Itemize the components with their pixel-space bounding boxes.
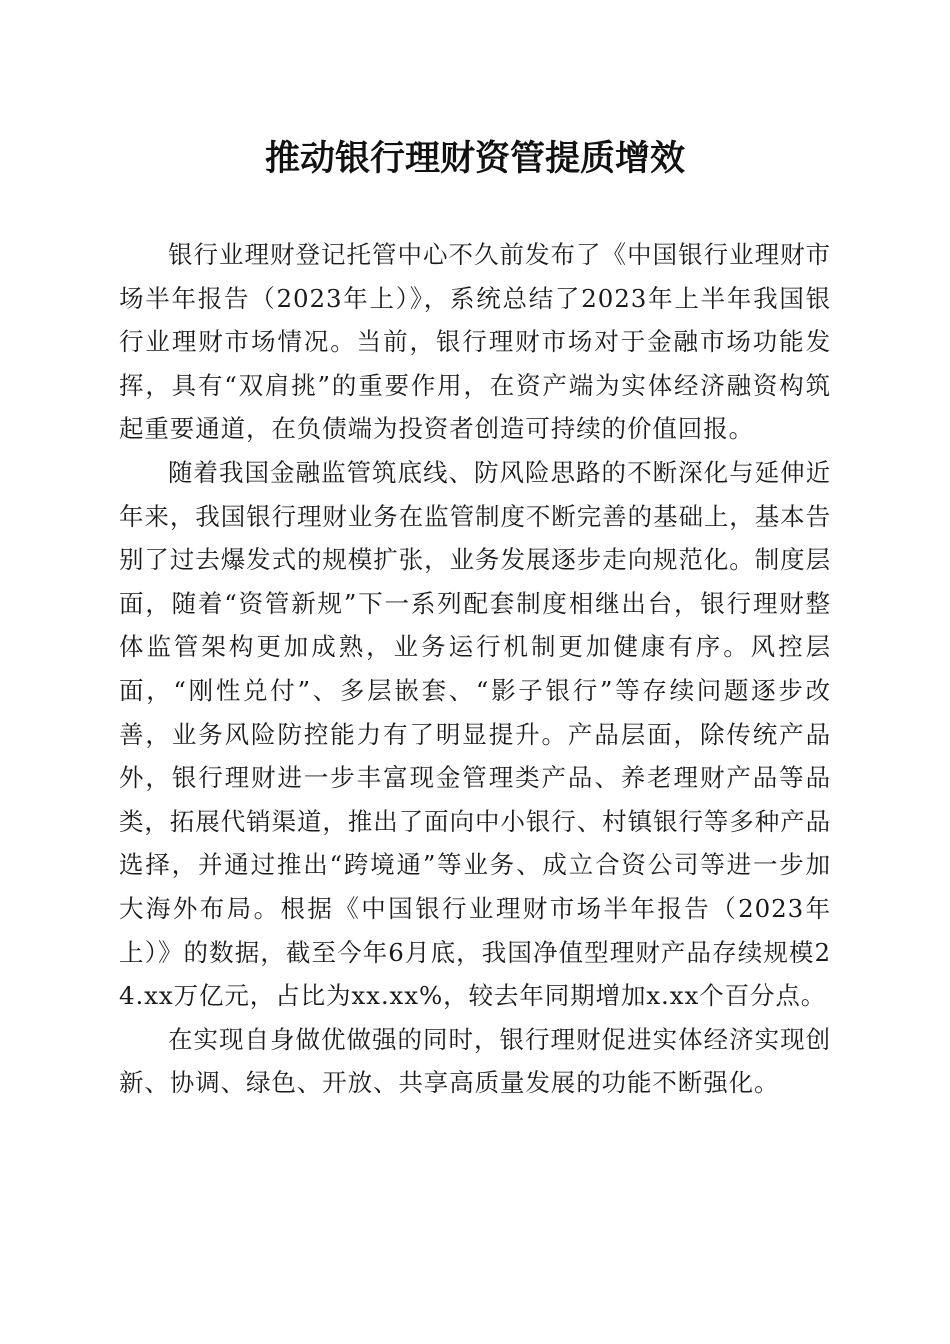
document-title: 推动银行理财资管提质增效 <box>264 138 685 179</box>
paragraph-2: 随着我国金融监管筑底线、防风险思路的不断深化与延伸近年来，我国银行理财业务在监管制度不断完善的基础上，基本告别了过去爆发式的规模扩张，业务发展逐步走向规范化。制度层面，随着“资管新规”下一系列配套制度相继出台，银行理财整体监管架构更加成熟，业务运行机制更加健康有序。风控层面，“刚性兑付”、多层嵌套、“影子银行”等存续问题逐步改善，业务风险防控能力有了明显提升。产品层面，除传统产品外，银行理财进一步丰富现金管理类产品、养老理财产品等品类，拓展代销渠道，推出了面向中小银行、村镇银行等多种产品选择，并通过推出“跨境通”等业务、成立合资公司等进一步加大海外布局。根据《中国银行业理财市场半年报告（2023年上）》的数据，截至今年6月底，我国净值型理财产品存续规模24.xx万亿元，占比为xx.xx%，较去年同期增加x.xx个百分点。 <box>119 457 831 1011</box>
paragraph-3: 在实现自身做优做强的同时，银行理财促进实体经济实现创新、协调、绿色、开放、共享高质量发展的功能不断强化。 <box>119 1024 831 1098</box>
document-body <box>119 233 831 1105</box>
paragraph-1: 银行业理财登记托管中心不久前发布了《中国银行业理财市场半年报告（2023年上）》，系统总结了2023年上半年我国银行业理财市场情况。当前，银行理财市场对于金融市场功能发挥，具有“双肩挑”的重要作用，在资产端为实体经济融资构筑起重要通道，在负债端为投资者创造可持续的价值回报。 <box>119 240 831 444</box>
